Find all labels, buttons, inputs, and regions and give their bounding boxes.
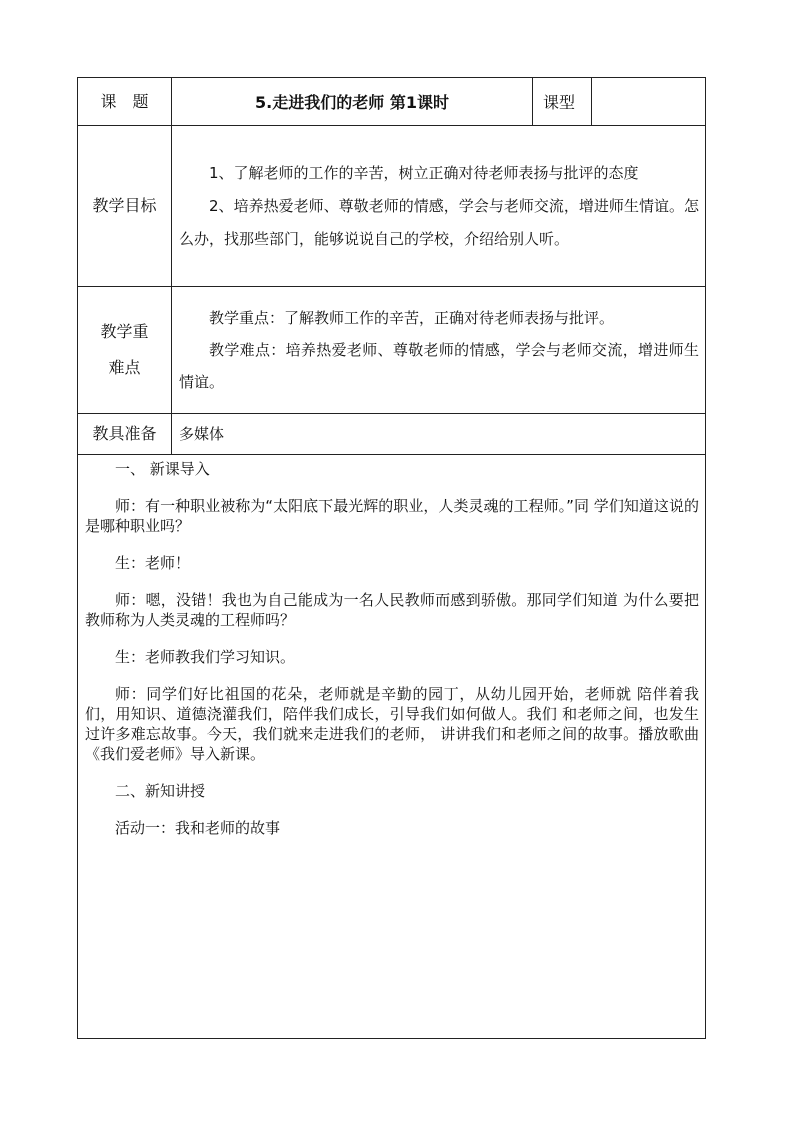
dialogue-paragraph: 师：有一种职业被称为“太阳底下最光辉的职业，人类灵魂的工程师。”同 学们知道这说的是哪种职业吗？: [85, 497, 699, 535]
dialogue-paragraph: 师：同学们好比祖国的花朵，老师就是辛勤的园丁，从幼儿园开始，老师就 陪伴着我们，用知识、道德浇灌我们，陪伴我们成长，引导我们如何做人。我们 和老师之间，也发生过许多难忘故事。今天，我们就来走进我们的老师， 讲讲我们和老师之间的故事。播放歌曲《我们爱老师》导入新课。: [85, 685, 699, 763]
objective-item-1: 1、了解老师的工作的辛苦，树立正确对待老师表扬与批评的态度: [209, 163, 639, 182]
key-difficulty: 教学难点：培养热爱老师、尊敬老师的情感，学会与老师交流，增进师生情谊。: [179, 341, 699, 391]
dialogue-paragraph: 师：嗯，没错！我也为自己能成为一名人民教师而感到骄傲。那同学们知道 为什么要把教师称为人类灵魂的工程师吗？: [85, 591, 699, 629]
materials-label: 教具准备: [78, 414, 172, 455]
materials-row: [78, 414, 706, 455]
process-row: [78, 455, 706, 1039]
activity-heading: 活动一：我和老师的故事: [115, 819, 281, 837]
title-row: [78, 78, 706, 126]
lesson-type-value: [592, 78, 706, 126]
lesson-plan-table: [77, 77, 706, 1039]
dialogue-paragraph: 生：老师教我们学习知识。: [115, 648, 296, 666]
section-heading-intro: 一、 新课导入: [115, 460, 210, 478]
section-heading-new-knowledge: 二、新知讲授: [115, 782, 206, 800]
lesson-type-label: 课型: [533, 78, 592, 126]
materials-value: [172, 414, 706, 455]
materials-text: 多媒体: [179, 424, 225, 443]
objective-item-2: 2、培养热爱老师、尊敬老师的情感，学会与老师交流，增进师生情谊。怎么办，找那些部门，能够说说自己的学校，介绍给别人听。: [179, 196, 699, 248]
objectives-cell: [172, 126, 706, 287]
dialogue-paragraph: 生：老师！: [115, 554, 191, 572]
key-points-label-line1: 教学重: [100, 322, 149, 341]
process-cell: [78, 455, 706, 1039]
lesson-title: 5.走进我们的老师 第1课时: [172, 78, 533, 126]
key-points-label-line2: 难点: [108, 358, 141, 377]
key-points-label: [78, 287, 172, 414]
key-points-row: [78, 287, 706, 414]
objectives-label: 教学目标: [78, 126, 172, 287]
key-points-cell: [172, 287, 706, 414]
lesson-title-label: 课 题: [78, 78, 172, 126]
key-focus: 教学重点：了解教师工作的辛苦，正确对待老师表扬与批评。: [209, 309, 615, 327]
objectives-row: [78, 126, 706, 287]
